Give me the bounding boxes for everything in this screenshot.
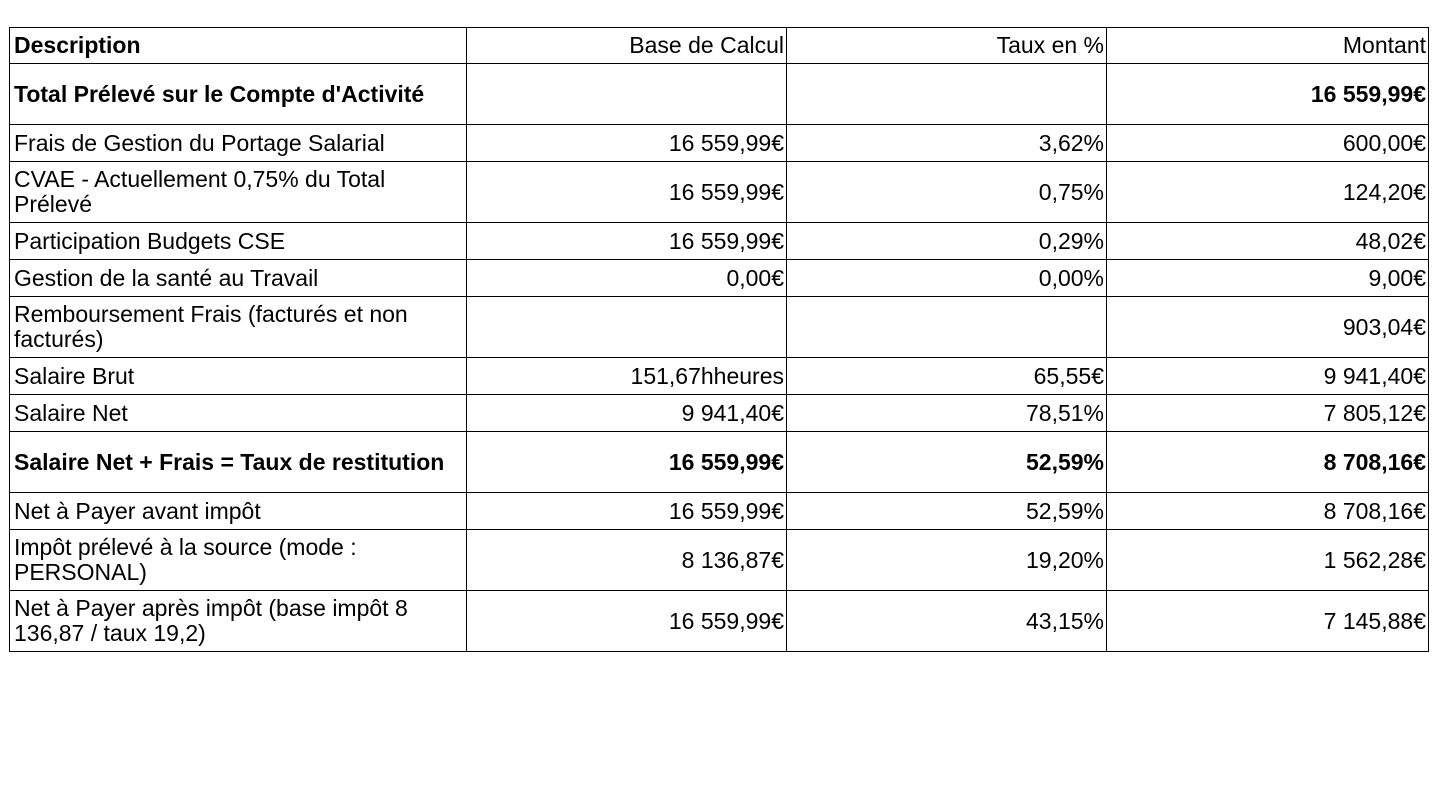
cell-amount: 600,00€	[1107, 125, 1429, 162]
payslip-summary-table	[9, 27, 1429, 652]
cell-rate: 65,55€	[787, 358, 1107, 395]
cell-description: Frais de Gestion du Portage Salarial	[10, 125, 467, 162]
cell-amount: 903,04€	[1107, 297, 1429, 358]
cell-base: 16 559,99€	[467, 223, 787, 260]
cell-rate: 0,00%	[787, 260, 1107, 297]
table-row	[10, 358, 1429, 395]
table-header-row	[10, 28, 1429, 64]
cell-description: Salaire Brut	[10, 358, 467, 395]
cell-rate: 52,59%	[787, 432, 1107, 493]
cell-rate: 43,15%	[787, 591, 1107, 652]
cell-description: Participation Budgets CSE	[10, 223, 467, 260]
cell-amount: 9 941,40€	[1107, 358, 1429, 395]
cell-base: 9 941,40€	[467, 395, 787, 432]
column-header-amount: Montant	[1107, 28, 1429, 64]
cell-base: 151,67hheures	[467, 358, 787, 395]
table-row	[10, 591, 1429, 652]
table-body	[10, 28, 1429, 652]
cell-rate: 52,59%	[787, 493, 1107, 530]
table-row	[10, 493, 1429, 530]
cell-base: 8 136,87€	[467, 530, 787, 591]
cell-description: Total Prélevé sur le Compte d'Activité	[10, 64, 467, 125]
table-row	[10, 395, 1429, 432]
table-row	[10, 297, 1429, 358]
cell-amount: 48,02€	[1107, 223, 1429, 260]
cell-description: CVAE - Actuellement 0,75% du Total Prélevé	[10, 162, 467, 223]
cell-rate: 0,75%	[787, 162, 1107, 223]
cell-description: Salaire Net	[10, 395, 467, 432]
cell-rate	[787, 297, 1107, 358]
cell-rate: 0,29%	[787, 223, 1107, 260]
column-header-rate: Taux en %	[787, 28, 1107, 64]
cell-description: Net à Payer après impôt (base impôt 8 136,87 / taux 19,2)	[10, 591, 467, 652]
cell-amount: 7 145,88€	[1107, 591, 1429, 652]
cell-base: 16 559,99€	[467, 432, 787, 493]
table-row	[10, 432, 1429, 493]
column-header-base: Base de Calcul	[467, 28, 787, 64]
cell-description: Salaire Net + Frais = Taux de restitution	[10, 432, 467, 493]
cell-amount: 8 708,16€	[1107, 493, 1429, 530]
cell-description: Remboursement Frais (facturés et non facturés)	[10, 297, 467, 358]
table-row	[10, 223, 1429, 260]
table-row	[10, 64, 1429, 125]
cell-description: Gestion de la santé au Travail	[10, 260, 467, 297]
table-row	[10, 162, 1429, 223]
cell-amount: 8 708,16€	[1107, 432, 1429, 493]
cell-base	[467, 64, 787, 125]
cell-base: 16 559,99€	[467, 493, 787, 530]
cell-description: Impôt prélevé à la source (mode : PERSONAL)	[10, 530, 467, 591]
table-row	[10, 125, 1429, 162]
cell-base: 16 559,99€	[467, 591, 787, 652]
cell-base: 16 559,99€	[467, 125, 787, 162]
cell-amount: 124,20€	[1107, 162, 1429, 223]
cell-rate: 19,20%	[787, 530, 1107, 591]
cell-rate: 78,51%	[787, 395, 1107, 432]
cell-base: 0,00€	[467, 260, 787, 297]
cell-amount: 7 805,12€	[1107, 395, 1429, 432]
cell-base: 16 559,99€	[467, 162, 787, 223]
cell-amount: 16 559,99€	[1107, 64, 1429, 125]
cell-rate	[787, 64, 1107, 125]
cell-base	[467, 297, 787, 358]
table-row	[10, 530, 1429, 591]
cell-amount: 9,00€	[1107, 260, 1429, 297]
cell-rate: 3,62%	[787, 125, 1107, 162]
cell-description: Net à Payer avant impôt	[10, 493, 467, 530]
table-row	[10, 260, 1429, 297]
cell-amount: 1 562,28€	[1107, 530, 1429, 591]
column-header-description: Description	[10, 28, 467, 64]
